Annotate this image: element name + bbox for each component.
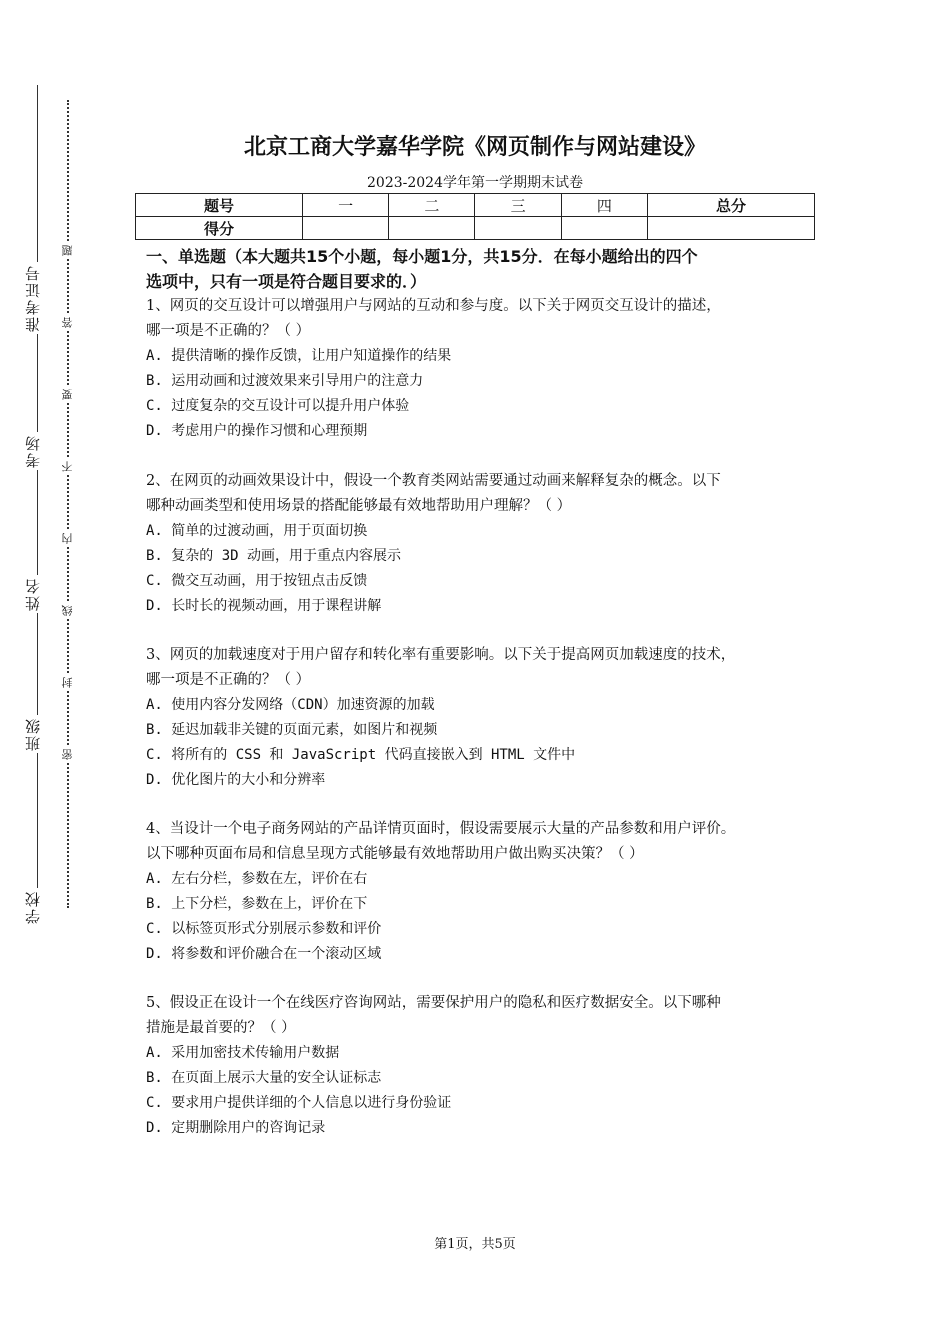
question-stem: 哪一项是不正确的？（ ） <box>146 672 311 688</box>
question-stem: 3、网页的加载速度对于用户留存和转化率有重要影响。以下关于提高网页加载速度的技术， <box>146 647 736 663</box>
score-value-row <box>136 217 815 240</box>
section-heading-line: 选项中，只有一项是符合题目要求的．） <box>146 272 427 291</box>
question-stem: 措施是最首要的？（ ） <box>146 1020 296 1036</box>
exam-subtitle: 2023-2024学年第一学期期末试卷 <box>367 175 583 191</box>
question-2 <box>146 469 818 619</box>
score-header-cell: 三 <box>475 194 561 217</box>
option-a: A. 左右分栏，参数在左，评价在右 <box>146 871 368 887</box>
question-stem: 以下哪种页面布局和信息呈现方式能够最有效地帮助用户做出购买决策？（ ） <box>146 846 644 862</box>
score-empty-cell <box>561 217 647 240</box>
option-b: B. 上下分栏，参数在上，评价在下 <box>146 896 368 912</box>
question-stem: 哪种动画类型和使用场景的搭配能够最有效地帮助用户理解？（ ） <box>146 498 572 514</box>
field-name: 姓名 <box>24 577 42 611</box>
option-c: C. 以标签页形式分别展示参数和评价 <box>146 921 382 937</box>
score-header-cell: 一 <box>303 194 389 217</box>
option-d: D. 长时长的视频动画，用于课程讲解 <box>146 598 382 614</box>
option-b: B. 在页面上展示大量的安全认证标志 <box>146 1070 382 1086</box>
field-exam-number: 准考证号 <box>24 264 42 332</box>
seal-char: 要 <box>61 389 74 400</box>
question-stem: 5、假设正在设计一个在线医疗咨询网站，需要保护用户的隐私和医疗数据安全。以下哪种 <box>146 995 721 1011</box>
score-header-cell: 题号 <box>136 194 303 217</box>
option-c: C. 将所有的 CSS 和 JavaScript 代码直接嵌入到 HTML 文件中 <box>146 747 576 763</box>
score-empty-cell <box>647 217 814 240</box>
field-school: 学校 <box>24 890 42 924</box>
option-b: B. 延迟加载非关键的页面元素，如图片和视频 <box>146 722 438 738</box>
question-3 <box>146 643 818 793</box>
option-d: D. 将参数和评价融合在一个滚动区域 <box>146 946 382 962</box>
score-label-cell: 得分 <box>136 217 303 240</box>
option-b: B. 复杂的 3D 动画，用于重点内容展示 <box>146 548 402 564</box>
page-number: 第1页，共5页 <box>434 1237 516 1252</box>
question-stem: 4、当设计一个电子商务网站的产品详情页面时，假设需要展示大量的产品参数和用户评价。 <box>146 821 736 837</box>
seal-char: 密 <box>61 749 74 760</box>
question-stem: 2、在网页的动画效果设计中，假设一个教育类网站需要通过动画来解释复杂的概念。以下 <box>146 473 721 489</box>
option-c: C. 过度复杂的交互设计可以提升用户体验 <box>146 398 410 414</box>
option-c: C. 微交互动画，用于按钮点击反馈 <box>146 573 368 589</box>
option-d: D. 考虑用户的操作习惯和心理预期 <box>146 423 368 439</box>
option-b: B. 运用动画和过渡效果来引导用户的注意力 <box>146 373 424 389</box>
seal-char: 封 <box>61 677 74 688</box>
score-empty-cell <box>303 217 389 240</box>
score-header-cell: 二 <box>389 194 475 217</box>
score-empty-cell <box>475 217 561 240</box>
score-header-cell: 四 <box>561 194 647 217</box>
question-1 <box>146 294 818 444</box>
question-stem: 哪一项是不正确的？（ ） <box>146 323 311 339</box>
section-heading <box>146 244 818 294</box>
seal-char: 内 <box>61 533 74 544</box>
seal-char: 线 <box>61 605 74 616</box>
binding-solid-line <box>37 85 38 923</box>
field-class: 班级 <box>24 717 42 751</box>
score-table <box>135 193 815 240</box>
score-header-row <box>136 194 815 217</box>
seal-char: 不 <box>61 461 74 472</box>
seal-char: 答 <box>61 317 74 328</box>
field-exam-room: 考场 <box>24 434 42 468</box>
seal-char: 题 <box>61 245 74 256</box>
option-d: D. 定期删除用户的咨询记录 <box>146 1120 326 1136</box>
binding-dotted-line <box>67 100 69 908</box>
section-heading-line: 一、单选题（本大题共15个小题，每小题1分，共15分．在每小题给出的四个 <box>146 247 698 266</box>
score-empty-cell <box>389 217 475 240</box>
exam-title: 北京工商大学嘉华学院《网页制作与网站建设》 <box>243 135 706 160</box>
question-stem: 1、网页的交互设计可以增强用户与网站的互动和参与度。以下关于网页交互设计的描述， <box>146 298 721 314</box>
option-d: D. 优化图片的大小和分辨率 <box>146 772 326 788</box>
option-a: A. 采用加密技术传输用户数据 <box>146 1045 340 1061</box>
question-5 <box>146 991 818 1141</box>
score-header-cell: 总分 <box>647 194 814 217</box>
option-a: A. 简单的过渡动画，用于页面切换 <box>146 523 368 539</box>
option-c: C. 要求用户提供详细的个人信息以进行身份验证 <box>146 1095 452 1111</box>
option-a: A. 提供清晰的操作反馈，让用户知道操作的结果 <box>146 348 452 364</box>
question-4 <box>146 817 818 967</box>
option-a: A. 使用内容分发网络（CDN）加速资源的加载 <box>146 697 435 713</box>
